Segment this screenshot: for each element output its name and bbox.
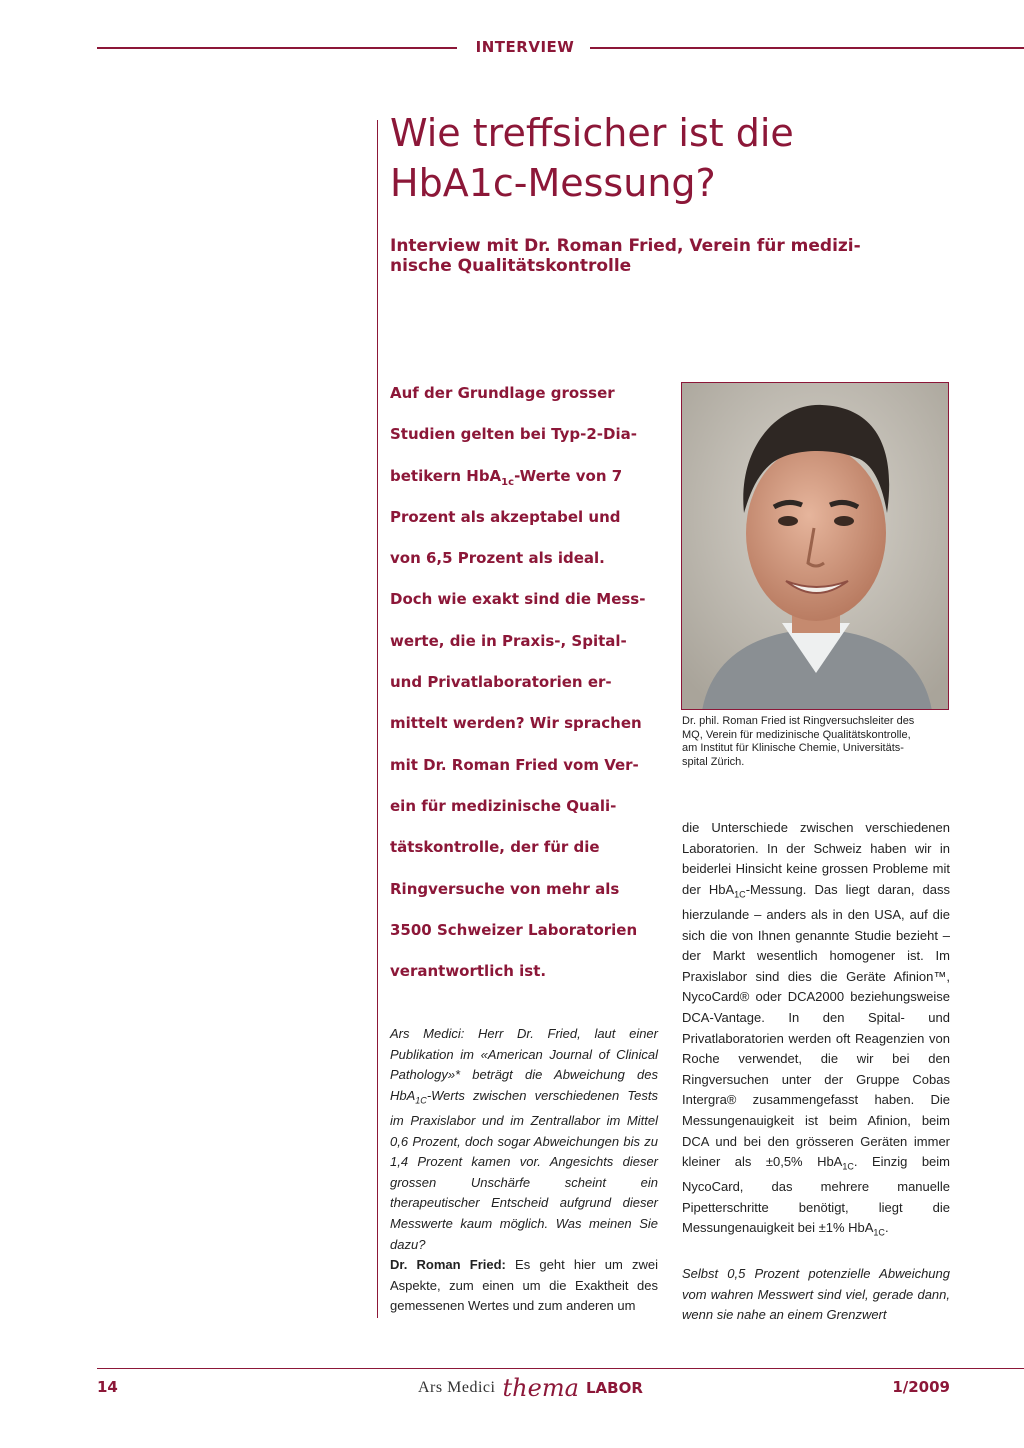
lead-line: Prozent als akzeptabel und xyxy=(390,507,621,526)
lead-line: und Privatlaboratorien er- xyxy=(390,673,612,692)
publication-logo xyxy=(418,1374,643,1404)
header-rule-left xyxy=(97,47,457,49)
page-number: 14 xyxy=(97,1378,118,1396)
interview-answer: Dr. Roman Fried: Es geht hier um zwei Aspekte, zum einen um die Exaktheit des gemessenen Wertes und zum anderen um xyxy=(390,1257,658,1314)
article-title: Wie treffsicher ist die HbA1c-Messung? xyxy=(390,111,794,205)
issue-number: 1/2009 xyxy=(892,1378,950,1396)
lead-line: ein für medizinische Quali- xyxy=(390,796,617,815)
lead-line: werte, die in Praxis-, Spital- xyxy=(390,631,627,650)
speaker-name: Dr. Roman Fried: xyxy=(390,1257,506,1273)
lead-line: betikern HbA$_{1c}$-Werte von 7 xyxy=(390,466,623,488)
brand-ars-medici: Ars Medici xyxy=(418,1379,496,1396)
footer-rule xyxy=(97,1368,1024,1369)
lead-line: verantwortlich ist. xyxy=(390,962,547,981)
lead-line: Studien gelten bei Typ-2-Dia- xyxy=(390,425,637,444)
interview-question: Selbst 0,5 Prozent potenzielle Abweichung vom wahren Messwert sind viel, gerade dann, wenn sie nahe an einem Grenzwert xyxy=(682,1266,950,1323)
interview-question: Ars Medici: Herr Dr. Fried, laut einer Publikation im «American Journal of Clinical Pathology»* beträgt die Abweichung des HbA$_{1C}$-Werts zwischen verschiedenen Tests im Praxislabor und im Zentrallabor im Mittel 0,6 Prozent, doch sogar Abweichungen bis zu 1,4 Prozent kamen vor. Angesichts dieser grossen Unschärfe scheint ein therapeutischer Entscheid aufgrund dieser Messwerte kaum möglich. Was meinen Sie dazu? xyxy=(390,1026,658,1252)
lead-line: Auf der Grundlage grosser xyxy=(390,384,615,402)
header-rule-right xyxy=(590,47,1024,49)
brand-section: LABOR xyxy=(586,1379,643,1397)
portrait-photo xyxy=(681,382,949,710)
lead-line: von 6,5 Prozent als ideal. xyxy=(390,549,605,568)
lead-line: mittelt werden? Wir sprachen xyxy=(390,714,642,733)
body-column-left xyxy=(390,1024,658,1317)
article-subtitle: Interview mit Dr. Roman Fried, Verein für medizi- nische Qualitätskontrolle xyxy=(390,236,861,276)
body-column-right xyxy=(682,818,950,1326)
lead-line: tätskontrolle, der für die xyxy=(390,838,600,857)
lead-line: 3500 Schweizer Laboratorien xyxy=(390,920,638,939)
lead-paragraph xyxy=(390,378,660,997)
photo-caption: Dr. phil. Roman Fried ist Ringversuchsleiter des MQ, Verein für medizinische Qualitätskontrolle, am Institut für Klinische Chemie, Universitäts- spital Zürich. xyxy=(682,715,915,768)
brand-thema: thema xyxy=(502,1374,579,1402)
lead-line: mit Dr. Roman Fried vom Ver- xyxy=(390,755,639,774)
section-label: INTERVIEW xyxy=(475,38,575,56)
vertical-rule xyxy=(377,120,378,1318)
lead-line: Doch wie exakt sind die Mess- xyxy=(390,590,646,609)
lead-line: Ringversuche von mehr als xyxy=(390,879,620,898)
portrait-illustration xyxy=(682,383,949,710)
interview-answer-continued: die Unterschiede zwischen verschiedenen Laboratorien. In der Schweiz haben wir in beiderlei Hinsicht keine grossen Probleme mit der HbA$_{1C}$-Messung. Das liegt daran, dass hierzulande – anders als in den USA, auf die sich die von Ihnen genannte Studie bezieht – der Markt wesentlich homogener ist. Im Praxislabor sind dies die Geräte Afinion™, NycoCard® oder DCA2000 beziehungsweise DCA-Vantage. In den Spital- und Privatlaboratorien werden oft Reagenzien von Roche verwendet, die wir bei den Ringversuchen unter der Gruppe Cobas Intergra® zusammengefasst haben. Die Messungenauigkeit ist beim Afinion, beim DCA und bei den grösseren Geräten immer kleiner als ±0,5% HbA$_{1C}$. Einzig beim NycoCard, das mehrere manuelle Pipetterschritte benötigt, liegt die Messungenauigkeit bei ±1% HbA$_{1C}$. xyxy=(682,820,950,1239)
